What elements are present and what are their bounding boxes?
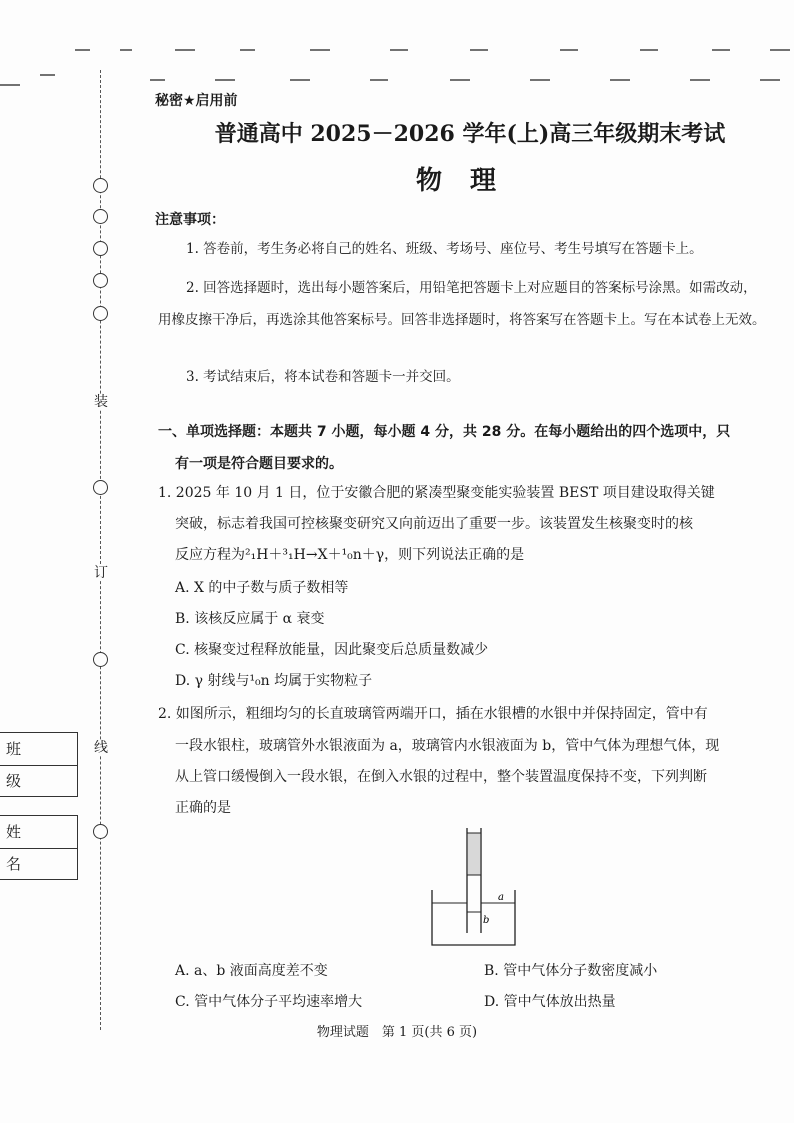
class-box[interactable]: [0, 732, 78, 797]
class-label: 班级: [0, 733, 77, 766]
note-item: 3. 考试结束后，将本试卷和答题卡一并交回。: [186, 369, 460, 385]
binding-hole: [93, 306, 108, 321]
binding-hole: [93, 273, 108, 288]
name-label: 姓名: [0, 816, 77, 849]
secret-label: 秘密★启用前: [155, 93, 238, 109]
q1-option-b: B. 该核反应属于 α 衰变: [175, 611, 325, 627]
binding-hole: [93, 824, 108, 839]
q2-option-c: C. 管中气体分子平均速率增大: [175, 994, 363, 1010]
section-heading-line2: 有一项是符合题目要求的。: [175, 456, 343, 472]
q2-stem-line4: 正确的是: [175, 800, 231, 816]
exam-title: 普通高中 2025－2026 学年(上)高三年级期末考试: [214, 121, 726, 147]
label-a: a: [498, 892, 504, 903]
binding-hole: [93, 480, 108, 495]
q1-stem-line1: 1. 2025 年 10 月 1 日，位于安徽合肥的紧凑型聚变能实验装置 BEST 项目建设取得关键: [158, 485, 715, 501]
q1-option-a: A. X 的中子数与质子数相等: [175, 580, 349, 596]
q1-stem-line3: 反应方程为²₁H＋³₁H→X＋¹₀n＋γ，则下列说法正确的是: [175, 547, 525, 563]
q2-stem-line3: 从上管口缓慢倒入一段水银，在倒入水银的过程中，整个装置温度保持不变，下列判断: [175, 769, 707, 785]
scan-dashes: [0, 0, 794, 100]
name-box[interactable]: [0, 815, 78, 880]
binding-char-ding: 订: [94, 565, 108, 581]
q2-stem-line1: 2. 如图所示，粗细均匀的长直玻璃管两端开口，插在水银槽的水银中并保持固定，管中有: [158, 706, 708, 722]
notes-heading: 注意事项：: [155, 212, 225, 228]
q2-option-d: D. 管中气体放出热量: [484, 994, 616, 1010]
binding-hole: [93, 209, 108, 224]
binding-char-zhuang: 装: [94, 394, 108, 410]
q1-option-c: C. 核聚变过程释放能量，因此聚变后总质量数减少: [175, 642, 489, 658]
note-item: 1. 答卷前，考生务必将自己的姓名、班级、考场号、座位号、考生号填写在答题卡上。: [186, 241, 703, 257]
binding-hole: [93, 178, 108, 193]
binding-hole: [93, 652, 108, 667]
binding-hole: [93, 241, 108, 256]
q1-stem-line2: 突破，标志着我国可控核聚变研究又向前迈出了重要一步。该装置发生核聚变时的核: [175, 516, 693, 532]
q2-option-b: B. 管中气体分子数密度减小: [484, 963, 658, 979]
tube-trough-diagram: [430, 828, 520, 948]
q2-option-a: A. a、b 液面高度差不变: [175, 963, 328, 979]
page-footer: 物理试题 第 1 页(共 6 页): [316, 1025, 478, 1040]
subject-title: 物理: [415, 166, 524, 196]
note-item: 2. 回答选择题时，选出每小题答案后，用铅笔把答题卡上对应题目的答案标号涂黑。如需改动，用橡皮擦干净后，再选涂其他答案标号。回答非选择题时，将答案写在答题卡上。写在本试卷上无效。: [158, 280, 766, 328]
q2-stem-line2: 一段水银柱，玻璃管外水银液面为 a，玻璃管内水银液面为 b，管中气体为理想气体，现: [175, 738, 720, 754]
label-b: b: [483, 915, 490, 926]
q1-option-d: D. γ 射线与¹₀n 均属于实物粒子: [175, 673, 373, 689]
section-heading: [158, 416, 778, 480]
binding-char-xian: 线: [94, 740, 108, 756]
section-heading-line1: 一、单项选择题：本题共 7 小题，每小题 4 分，共 28 分。在每小题给出的四个选项中，只: [158, 424, 731, 440]
